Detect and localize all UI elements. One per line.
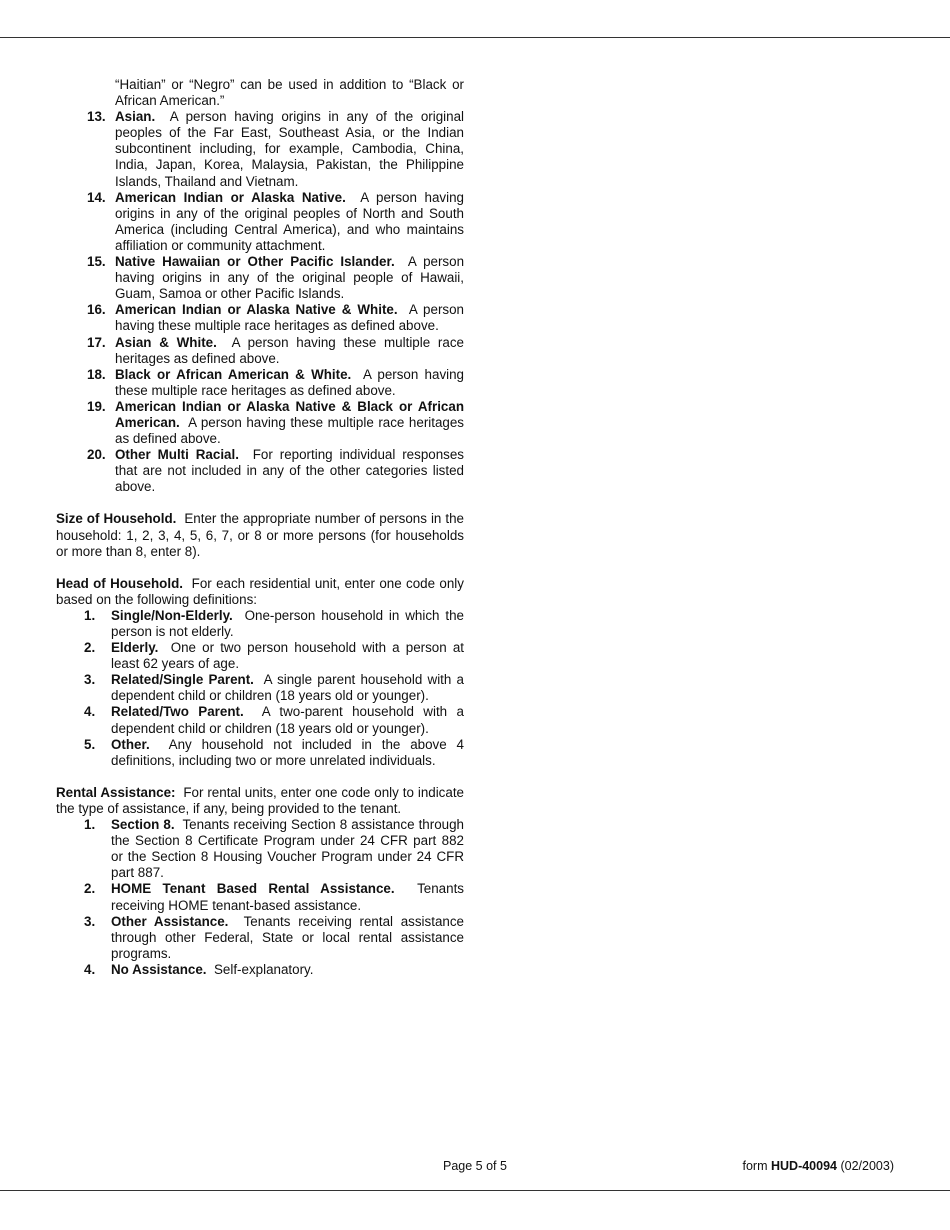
assistance-type-item [56, 914, 464, 962]
assistance-type-item [56, 817, 464, 881]
race-item [56, 254, 464, 302]
item-number: 15. [87, 254, 106, 270]
item-term: Black or African American & White. [115, 366, 352, 382]
race-item [56, 447, 464, 495]
item-description: Tenants receiving HOME tenant-based assistance. [111, 881, 464, 913]
item-term: American Indian or Alaska Native & Black or African American. [115, 398, 464, 430]
form-number: HUD-40094 [770, 1159, 837, 1173]
item-number: 3. [84, 672, 96, 688]
item-number: 16. [87, 302, 106, 318]
item-number: 18. [87, 366, 106, 382]
item-term: No Assistance. [111, 961, 207, 977]
household-type-item [56, 640, 464, 672]
section-heading: Rental Assistance: [56, 784, 176, 800]
household-type-item [56, 672, 464, 704]
item-term: American Indian or Alaska Native & White. [115, 302, 398, 318]
item-term: Related/Single Parent. [111, 672, 254, 688]
race-item [56, 367, 464, 399]
size-of-household-paragraph [56, 511, 464, 559]
section-text: For rental units, enter one code only to indicate the type of assistance, if any, being provided to the tenant. [56, 784, 464, 816]
item-number: 2. [84, 640, 96, 656]
rental-assistance-paragraph [56, 785, 464, 817]
item-description: A person having these multiple race heritages as defined above. [115, 414, 465, 447]
item-term: Section 8. [111, 817, 175, 833]
item-number: 5. [84, 736, 96, 752]
item-number: 4. [84, 961, 96, 977]
item-term: HOME Tenant Based Rental Assistance. [111, 881, 395, 897]
section-heading: Head of Household. [56, 575, 183, 591]
item-number: 1. [84, 817, 96, 833]
race-list [56, 109, 464, 495]
form-prefix: form [742, 1159, 768, 1173]
item-term: Native Hawaiian or Other Pacific Islander. [115, 254, 395, 270]
section-text: For each residential unit, enter one code only based on the following definitions: [56, 575, 464, 607]
item-description: A person having origins in any of the original people of Hawaii, Guam, Samoa or other Pacific Islands. [115, 254, 465, 302]
section-text: Enter the appropriate number of persons in the household: 1, 2, 3, 4, 5, 6, 7, or 8 or more persons (for households or more than 8, enter 8). [56, 511, 464, 559]
head-of-household-paragraph [56, 576, 464, 608]
item-description: A single parent household with a dependent child or children (18 years old or younger). [111, 672, 465, 704]
item-number: 13. [87, 109, 106, 125]
race-item [56, 399, 464, 447]
household-type-item [56, 704, 464, 736]
assistance-type-item [56, 881, 464, 913]
assistance-type-item [56, 962, 464, 978]
item-description: A person having origins in any of the original peoples of the Far East, Southeast Asia, or the Indian subcontinent including, for example, Cambodia, China, India, Japan, Korea, Malaysia, Pakistan, the Philippine Islands, Thailand and Vietnam. [115, 109, 464, 189]
item-description: Tenants receiving Section 8 assistance through the Section 8 Certificate Program under 24 CFR part 882 or the Section 8 Housing Voucher Program under 24 CFR part 887. [111, 817, 464, 881]
item-description: Any household not included in the above 4 definitions, including two or more unrelated individuals. [111, 736, 464, 768]
item-number: 20. [87, 447, 106, 463]
item-term: Other Assistance. [111, 913, 229, 929]
item-description: One or two person household with a person at least 62 years of age. [111, 640, 464, 672]
page-number: Page 5 of 5 [443, 1159, 507, 1173]
head-of-household-list [56, 608, 464, 769]
item-term: Asian. [115, 109, 156, 125]
item-description: A person having these multiple race heritages as defined above. [115, 302, 464, 334]
race-item [56, 109, 464, 189]
race-item [56, 335, 464, 367]
rental-assistance-list [56, 817, 464, 978]
item-description: For reporting individual responses that are not included in any of the other categories listed above. [115, 447, 465, 495]
item-term: Single/Non-Elderly. [111, 607, 233, 623]
section-heading: Size of Household. [56, 511, 177, 527]
item-description: A two-parent household with a dependent child or children (18 years old or younger). [111, 704, 464, 736]
item-number: 14. [87, 189, 106, 205]
race-item [56, 302, 464, 334]
household-type-item [56, 737, 464, 769]
item-number: 19. [87, 398, 106, 414]
item-number: 4. [84, 704, 96, 720]
top-rule [0, 37, 950, 38]
item-term: Other Multi Racial. [115, 447, 239, 463]
item-number: 1. [84, 607, 96, 623]
bottom-rule [0, 1190, 950, 1191]
item-description: Tenants receiving rental assistance through other Federal, State or local rental assistance programs. [111, 913, 464, 961]
form-date: (02/2003) [840, 1159, 894, 1173]
item-number: 2. [84, 881, 96, 897]
item-description: Self-explanatory. [213, 961, 314, 977]
item-description: A person having these multiple race heritages as defined above. [115, 366, 465, 398]
item-description: A person having these multiple race heritages as defined above. [115, 334, 464, 366]
household-type-item [56, 608, 464, 640]
item-number: 3. [84, 913, 96, 929]
item-term: Asian & White. [115, 334, 217, 350]
item-term: American Indian or Alaska Native. [115, 189, 346, 205]
form-identifier [743, 1158, 895, 1174]
content-column [56, 77, 464, 978]
race-item [56, 190, 464, 254]
item-term: Related/Two Parent. [111, 704, 244, 720]
item-term: Other. [111, 736, 150, 752]
item-description: One-person household in which the person is not elderly. [111, 607, 464, 639]
item-description: A person having origins in any of the original peoples of North and South America (including Central America), and who maintains affiliation or community attachment. [115, 189, 465, 253]
item-term: Elderly. [111, 640, 159, 656]
item-number: 17. [87, 334, 106, 350]
race-continuation-text: “Haitian” or “Negro” can be used in addition to “Black or African American.” [115, 77, 464, 109]
